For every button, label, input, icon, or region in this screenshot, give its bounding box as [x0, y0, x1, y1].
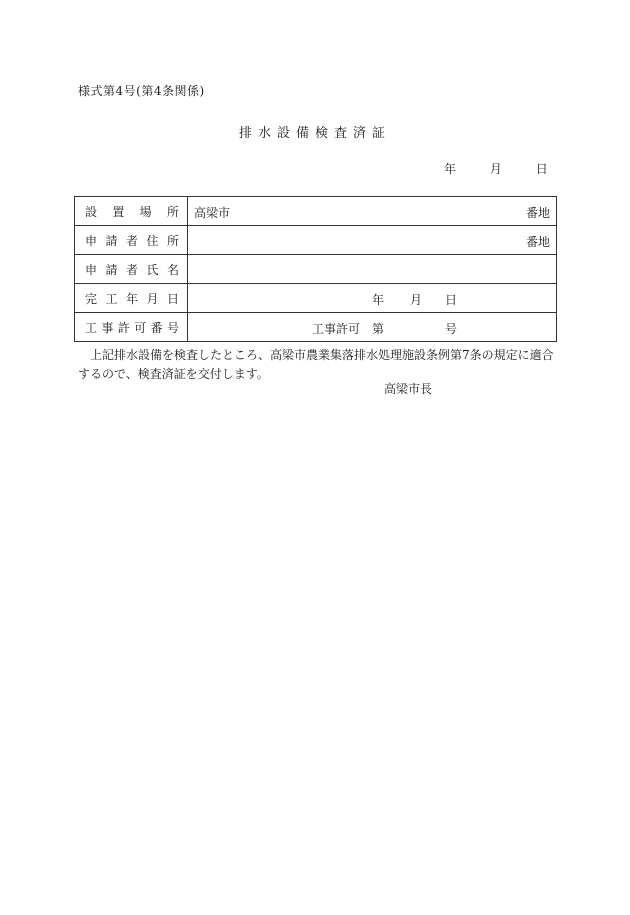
statement-line-2: するので、検査済証を交付します。: [78, 367, 269, 381]
permit-dai: 第: [372, 322, 385, 336]
label-char: 工: [105, 291, 118, 306]
inspection-table: [74, 196, 557, 342]
label-char: 号: [166, 320, 179, 335]
label-completion-date: [75, 290, 187, 307]
label-char: 許: [117, 320, 130, 335]
label-char: 完: [85, 291, 98, 306]
form-number: 様式第4号(第4条関係): [78, 84, 205, 98]
label-char: 請: [105, 233, 118, 248]
label-char: 請: [105, 262, 118, 277]
label-char: 月: [146, 291, 159, 306]
install-location-banchi: 番地: [525, 206, 550, 220]
row-install-location: [75, 197, 557, 226]
label-permit-number: [75, 319, 187, 336]
applicant-address-banchi: 番地: [525, 235, 550, 249]
issue-date-day: 日: [535, 162, 548, 176]
label-char: 申: [85, 262, 98, 277]
row-permit-number: [75, 313, 557, 342]
row-applicant-name: [75, 255, 557, 284]
document-title: 排水設備検査済証: [238, 126, 391, 141]
issue-date: [444, 160, 548, 177]
issue-date-year: 年: [444, 162, 457, 176]
label-char: 場: [139, 204, 152, 219]
completion-year: 年: [372, 293, 385, 307]
label-char: 者: [125, 262, 138, 277]
label-applicant-name: [75, 261, 187, 278]
certificate-statement: [78, 346, 556, 384]
row-applicant-address: [75, 226, 557, 255]
label-char: 申: [85, 233, 98, 248]
label-char: 住: [146, 233, 159, 248]
label-char: 可: [134, 320, 147, 335]
label-char: 者: [125, 233, 138, 248]
issue-date-month: 月: [489, 162, 502, 176]
label-char: 事: [101, 320, 114, 335]
label-char: 日: [166, 291, 179, 306]
completion-day: 日: [445, 293, 458, 307]
install-location-city: 高梁市: [194, 206, 231, 220]
label-char: 設: [85, 204, 98, 219]
issuer-signature: 高梁市長: [384, 382, 433, 396]
completion-month: 月: [410, 293, 423, 307]
row-completion-date: [75, 284, 557, 313]
permit-go: 号: [445, 322, 458, 336]
label-char: 氏: [146, 262, 159, 277]
label-char: 置: [112, 204, 125, 219]
label-char: 番: [150, 320, 163, 335]
label-applicant-address: [75, 232, 187, 249]
statement-line-1: 上記排水設備を検査したところ、高梁市農業集落排水処理施設条例第7条の規定に適合: [90, 348, 554, 362]
label-char: 所: [166, 233, 179, 248]
label-char: 所: [166, 204, 179, 219]
label-char: 年: [125, 291, 138, 306]
permit-prefix: 工事許可: [312, 322, 361, 336]
label-install-location: [75, 203, 187, 220]
label-char: 工: [85, 320, 98, 335]
label-char: 名: [166, 262, 179, 277]
